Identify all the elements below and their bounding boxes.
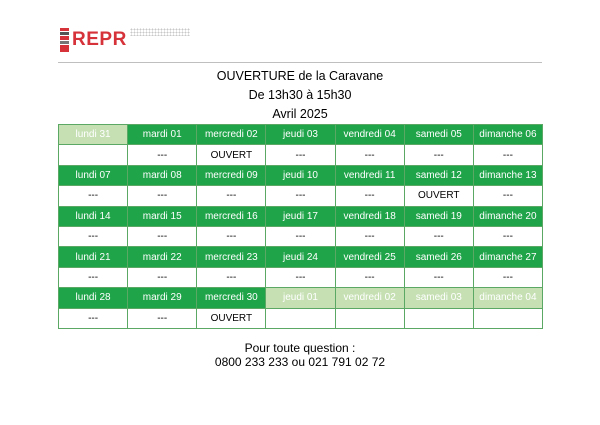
day-header-cell: mercredi 16: [197, 206, 266, 226]
day-header-cell: mercredi 23: [197, 247, 266, 267]
day-status-cell: ---: [128, 308, 197, 328]
week-days-row: [59, 247, 543, 267]
day-status-cell: ---: [266, 226, 335, 246]
day-status-cell: ---: [59, 267, 128, 287]
day-status-cell: ---: [59, 186, 128, 206]
calendar-table: [58, 124, 543, 329]
day-status-cell: ---: [128, 267, 197, 287]
day-status-cell: ---: [197, 186, 266, 206]
day-header-cell: mardi 08: [128, 165, 197, 185]
week-status-row: [59, 267, 543, 287]
day-status-cell: ---: [266, 186, 335, 206]
day-header-cell: samedi 26: [404, 247, 473, 267]
day-status-cell: OUVERT: [197, 145, 266, 165]
week-days-row: [59, 288, 543, 308]
day-header-cell: vendredi 04: [335, 125, 404, 145]
day-status-cell: ---: [335, 145, 404, 165]
lighthouse-icon: [60, 28, 69, 52]
contact-phone-numbers: 0800 233 233 ou 021 791 02 72: [214, 355, 386, 369]
day-status-cell: ---: [404, 145, 473, 165]
day-header-cell: dimanche 06: [473, 125, 542, 145]
week-status-row: [59, 186, 543, 206]
day-header-cell: dimanche 13: [473, 165, 542, 185]
day-header-cell: lundi 21: [59, 247, 128, 267]
day-header-cell: mardi 29: [128, 288, 197, 308]
day-status-cell: ---: [266, 145, 335, 165]
day-status-cell: ---: [473, 145, 542, 165]
day-status-cell: ---: [266, 267, 335, 287]
day-header-cell: jeudi 10: [266, 165, 335, 185]
day-header-cell: samedi 05: [404, 125, 473, 145]
day-status-cell: ---: [197, 226, 266, 246]
day-header-cell: mercredi 02: [197, 125, 266, 145]
week-days-row: [59, 206, 543, 226]
day-status-cell: ---: [59, 308, 128, 328]
day-header-cell: vendredi 11: [335, 165, 404, 185]
day-status-cell: ---: [404, 267, 473, 287]
month-label: Avril 2025: [272, 107, 328, 121]
day-header-cell: vendredi 18: [335, 206, 404, 226]
day-header-cell: jeudi 01: [266, 288, 335, 308]
day-status-cell: [266, 308, 335, 328]
day-status-cell: ---: [335, 186, 404, 206]
day-status-cell: ---: [59, 226, 128, 246]
day-status-cell: ---: [197, 267, 266, 287]
day-status-cell: OUVERT: [197, 308, 266, 328]
header-divider: [58, 62, 542, 63]
day-status-cell: ---: [128, 145, 197, 165]
day-header-cell: dimanche 20: [473, 206, 542, 226]
day-header-cell: vendredi 02: [335, 288, 404, 308]
day-header-cell: mardi 01: [128, 125, 197, 145]
day-header-cell: mercredi 09: [197, 165, 266, 185]
day-status-cell: [404, 308, 473, 328]
logo-text: REPR: [72, 29, 127, 50]
logo-dot-pattern: [130, 28, 190, 36]
day-header-cell: mardi 15: [128, 206, 197, 226]
day-status-cell: [473, 308, 542, 328]
day-header-cell: samedi 12: [404, 165, 473, 185]
day-header-cell: samedi 03: [404, 288, 473, 308]
day-header-cell: lundi 28: [59, 288, 128, 308]
week-status-row: [59, 145, 543, 165]
contact-prompt: Pour toute question :: [244, 341, 356, 355]
day-status-cell: [59, 145, 128, 165]
week-days-row: [59, 165, 543, 185]
day-status-cell: ---: [335, 267, 404, 287]
day-header-cell: jeudi 03: [266, 125, 335, 145]
day-status-cell: ---: [473, 267, 542, 287]
day-status-cell: ---: [335, 226, 404, 246]
day-header-cell: jeudi 24: [266, 247, 335, 267]
day-header-cell: samedi 19: [404, 206, 473, 226]
day-status-cell: OUVERT: [404, 186, 473, 206]
day-header-cell: lundi 31: [59, 125, 128, 145]
day-status-cell: ---: [128, 226, 197, 246]
day-header-cell: lundi 07: [59, 165, 128, 185]
day-status-cell: ---: [128, 186, 197, 206]
opening-hours: De 13h30 à 15h30: [248, 88, 352, 102]
day-header-cell: mercredi 30: [197, 288, 266, 308]
day-status-cell: [335, 308, 404, 328]
week-status-row: [59, 226, 543, 246]
day-status-cell: ---: [473, 186, 542, 206]
day-header-cell: dimanche 27: [473, 247, 542, 267]
day-header-cell: lundi 14: [59, 206, 128, 226]
day-status-cell: ---: [404, 226, 473, 246]
day-header-cell: vendredi 25: [335, 247, 404, 267]
day-status-cell: ---: [473, 226, 542, 246]
week-status-row: [59, 308, 543, 328]
page-title: OUVERTURE de la Caravane: [216, 69, 384, 83]
week-days-row: [59, 125, 543, 145]
day-header-cell: jeudi 17: [266, 206, 335, 226]
repr-logo: [60, 27, 127, 53]
day-header-cell: mardi 22: [128, 247, 197, 267]
day-header-cell: dimanche 04: [473, 288, 542, 308]
